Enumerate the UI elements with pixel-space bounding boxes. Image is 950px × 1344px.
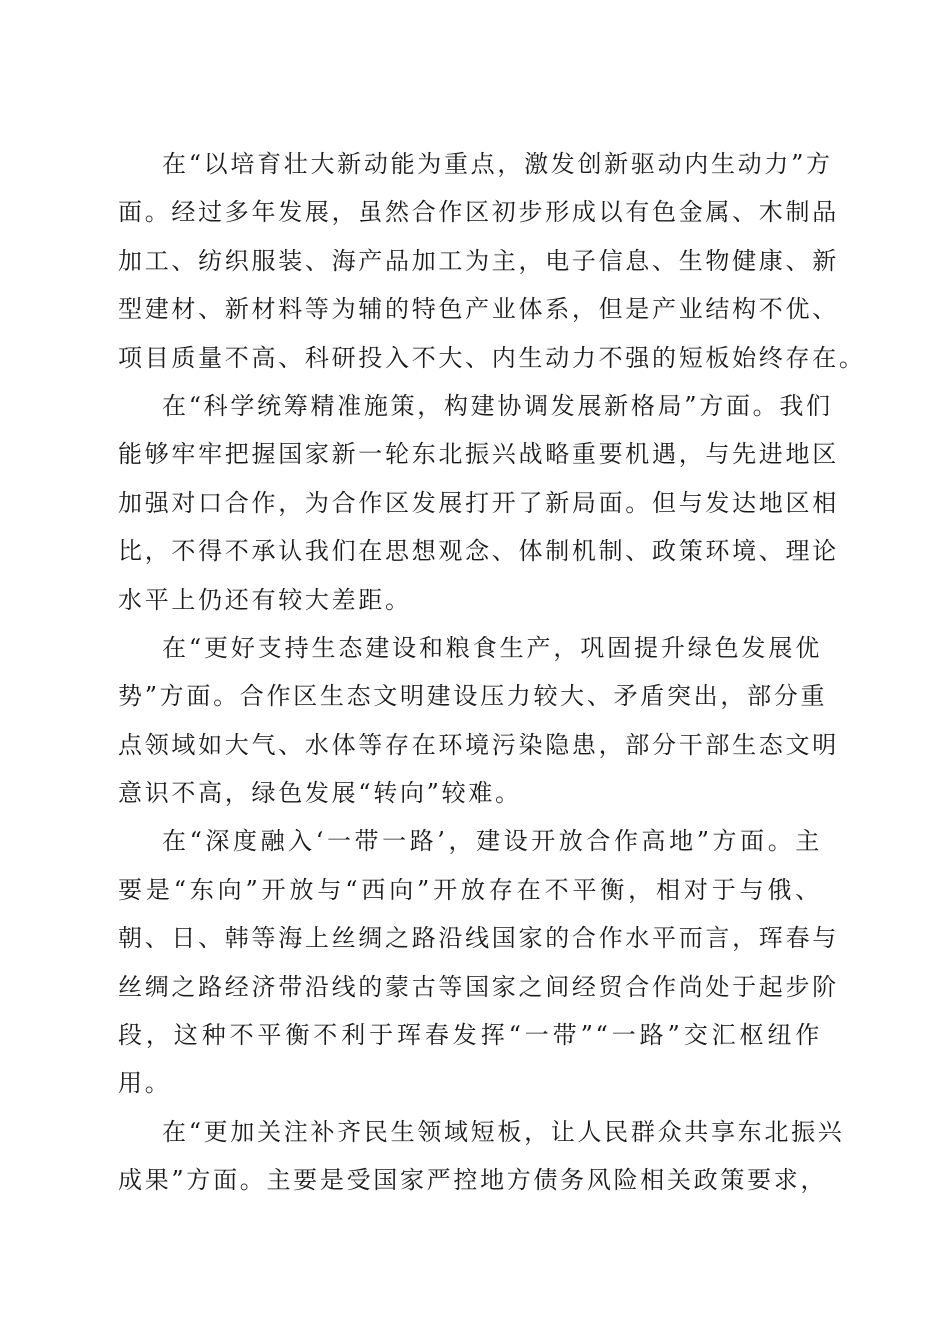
paragraph-line: 在“更好支持生态建设和粮食生产，巩固提升绿色发展优	[162, 633, 822, 662]
paragraph-line: 能够牢牢把握国家新一轮东北振兴战略重要机遇，与先进地区	[118, 440, 839, 469]
paragraph-line: 用。	[118, 1069, 172, 1098]
paragraph-line: 段，这种不平衡不利于珲春发挥“一带”“一路”交汇枢纽作	[118, 1021, 822, 1050]
paragraph-line: 要是“东向”开放与“西向”开放存在不平衡，相对于与俄、	[118, 875, 822, 904]
paragraph-line: 在“科学统筹精准施策，构建协调发展新格局”方面。我们	[162, 391, 833, 420]
paragraph-line: 点领域如大气、水体等存在环境污染隐患，部分干部生态文明	[118, 730, 839, 759]
paragraph-line: 加工、纺织服装、海产品加工为主，电子信息、生物健康、新	[118, 246, 839, 275]
paragraph-line: 项目质量不高、科研投入不大、内生动力不强的短板始终存在。	[118, 343, 866, 372]
paragraph-line: 水平上仍还有较大差距。	[118, 585, 412, 614]
paragraph-4	[118, 817, 839, 1107]
paragraph-line: 在“更加关注补齐民生领域短板，让人民群众共享东北振兴	[162, 1117, 845, 1146]
paragraph-2	[118, 382, 839, 624]
paragraph-1	[118, 140, 866, 382]
paragraph-line: 在“深度融入‘一带一路’，建设开放合作高地”方面。主	[162, 827, 822, 856]
paragraph-line: 成果”方面。主要是受国家严控地方债务风险相关政策要求，	[118, 1166, 828, 1195]
paragraph-line: 丝绸之路经济带沿线的蒙古等国家之间经贸合作尚处于起步阶	[118, 972, 839, 1001]
paragraph-line: 意识不高，绿色发展“转向”较难。	[118, 779, 522, 808]
paragraph-line: 面。经过多年发展，虽然合作区初步形成以有色金属、木制品	[118, 198, 839, 227]
paragraph-line: 在“以培育壮大新动能为重点，激发创新驱动内生动力”方	[162, 150, 833, 178]
paragraph-5	[118, 1108, 845, 1205]
paragraph-line: 朝、日、韩等海上丝绸之路沿线国家的合作水平而言，珲春与	[118, 924, 839, 953]
body-text	[118, 140, 866, 1205]
paragraph-line: 型建材、新材料等为辅的特色产业体系，但是产业结构不优、	[118, 295, 839, 324]
paragraph-line: 势”方面。合作区生态文明建设压力较大、矛盾突出，部分重	[118, 682, 828, 711]
paragraph-3	[118, 624, 839, 818]
paragraph-line: 加强对口合作，为合作区发展打开了新局面。但与发达地区相	[118, 488, 839, 517]
paragraph-line: 比，不得不承认我们在思想观念、体制机制、政策环境、理论	[118, 537, 839, 566]
